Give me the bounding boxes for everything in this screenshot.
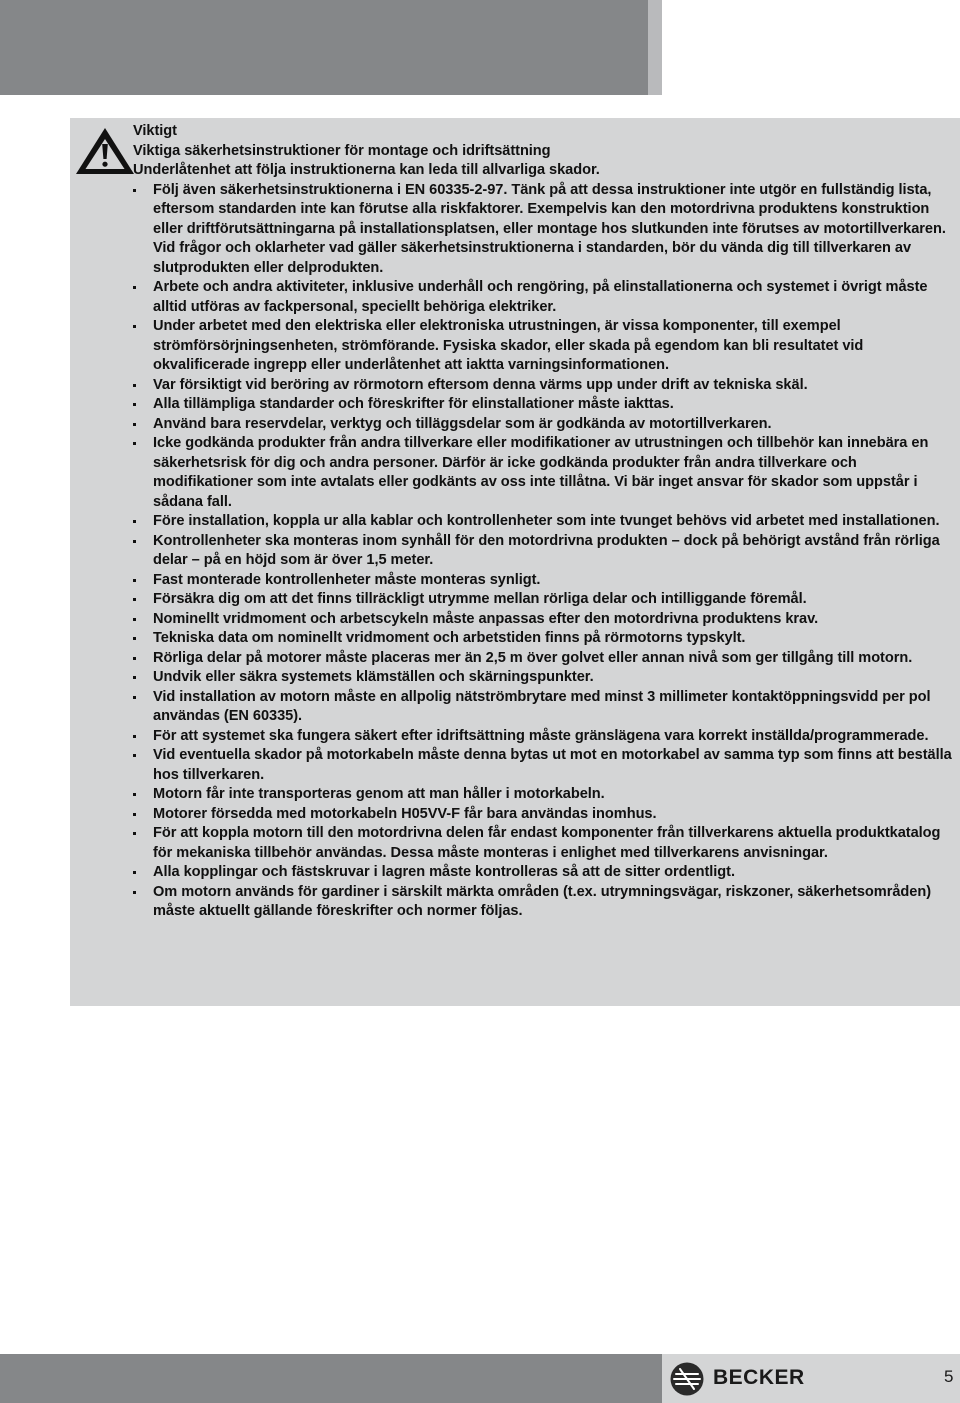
instruction-paragraph: Följ även säkerhetsinstruktionerna i EN 60335-2-97. Tänk på att dessa instruktioner inte utgör en fullständig lista, eftersom standarden inte kan förutse alla riskfaktorer. Exempelvis kan den motordrivna produktens konstruktion eller driftförutsättningarna på installationsplatsen, eller montage hos slutkunden inte förutses av motortillverkaren. xyxy=(153,181,946,237)
becker-logo-icon xyxy=(670,1362,704,1396)
instruction-paragraph: Rörliga delar på motorer måste placeras mer än 2,5 m över golvet eller annan nivå som ger tillgång till motorn. xyxy=(153,649,913,666)
safety-instruction-item xyxy=(133,746,957,785)
instruction-paragraph: Om motorn används för gardiner i särskilt märkta områden (t.ex. utrymningsvägar, riskzoner, säkerhetsområden) måste aktuellt gällande föreskrifter och normer följas. xyxy=(153,883,932,919)
safety-instruction-item xyxy=(133,883,957,922)
safety-instruction-item xyxy=(133,376,957,396)
instruction-paragraph: Motorer försedda med motorkabeln H05VV-F får bara användas inomhus. xyxy=(153,805,657,822)
safety-instruction-item xyxy=(133,415,957,435)
becker-logo-text: BECKER xyxy=(713,1366,805,1389)
instruction-paragraph: Kontrollenheter ska monteras inom synhåll för den motordrivna produkten – dock på behörigt avstånd från rörliga delar – på en höjd som är över 1,5 meter. xyxy=(153,532,940,568)
safety-instruction-item xyxy=(133,785,957,805)
instruction-paragraph: För att koppla motorn till den motordrivna delen får endast komponenter från tillverkarens aktuella produktkatalog för mekaniska tillbehör användas. Dessa måste monteras i enlighet med tillverkarens anvisningar. xyxy=(153,825,941,861)
instruction-paragraph: Undvik eller säkra systemets klämställen och skärningspunkter. xyxy=(153,669,594,685)
instruction-paragraph: Vid eventuella skador på motorkabeln måste denna bytas ut mot en motorkabel av samma typ som finns att beställa hos tillverkaren. xyxy=(153,747,952,783)
safety-instruction-item xyxy=(133,512,957,532)
instruction-paragraph: Under arbetet med den elektriska eller elektroniska utrustningen, är vissa komponenter, till exempel strömförsörjningsenheten, strömförande. Fysiska skador, eller skada på egendom kan bli resultatet vid okvalificerade ingrepp eller underlåtenhet att iaktta varningsinformationen. xyxy=(153,318,864,373)
instruction-paragraph: Vid frågor och oklarheter vad gäller säkerhetsinstruktionerna i standarden, bör du vända dig till tillverkaren av slutprodukten eller delprodukten. xyxy=(153,240,912,276)
footer-band-light xyxy=(662,1354,960,1403)
instruction-paragraph: Icke godkända produkter från andra tillverkare eller modifikationer av utrustningen och tillbehör kan innebära en säkerhetsrisk för dig och andra personer. Därför är icke godkända produkter från andra tillverkare och modifikationer som inte avtalats eller godkänts av oss inte tillåtna. Vi bär inget ansvar för skador som uppstår i sådana fall. xyxy=(153,435,929,510)
warning-triangle-icon xyxy=(73,125,137,177)
safety-instruction-item xyxy=(133,532,957,571)
safety-instruction-item xyxy=(133,434,957,512)
safety-instruction-item xyxy=(133,688,957,727)
warning-subtitle: Viktiga säkerhetsinstruktioner för montage och idriftsättning xyxy=(133,142,551,159)
safety-instruction-item xyxy=(133,727,957,747)
header-band-accent xyxy=(648,0,662,95)
instruction-paragraph: Arbete och andra aktiviteter, inklusive underhåll och rengöring, på elinstallationerna och systemet i övrigt måste alltid utföras av fackpersonal, speciellt behöriga elektriker. xyxy=(153,279,928,315)
instruction-paragraph: Motorn får inte transporteras genom att man håller i motorkabeln. xyxy=(153,786,605,802)
safety-instruction-item xyxy=(133,824,957,863)
safety-instruction-item xyxy=(133,590,957,610)
safety-instruction-item xyxy=(133,571,957,591)
warning-text xyxy=(133,122,957,922)
instruction-paragraph: Nominellt vridmoment och arbetscykeln måste anpassas efter den motordrivna produktens krav. xyxy=(153,610,819,627)
page-number: 5 xyxy=(944,1367,954,1386)
safety-instruction-item xyxy=(133,863,957,883)
safety-instruction-item xyxy=(133,610,957,630)
footer-band xyxy=(0,1354,662,1403)
instruction-paragraph: Var försiktigt vid beröring av rörmotorn eftersom denna värms upp under drift av tekniska skäl. xyxy=(153,376,808,393)
safety-instruction-item xyxy=(133,629,957,649)
instruction-paragraph: Före installation, koppla ur alla kablar och kontrollenheter som inte tvunget behövs vid arbetet med installationen. xyxy=(153,513,940,529)
safety-instruction-item xyxy=(133,278,957,317)
instruction-paragraph: Alla kopplingar och fästskruvar i lagren måste kontrolleras så att de sitter ordentligt. xyxy=(153,864,735,880)
safety-instruction-item xyxy=(133,805,957,825)
warning-title: Viktigt xyxy=(133,123,177,139)
instruction-paragraph: Försäkra dig om att det finns tillräckligt utrymme mellan rörliga delar och intilliggande föremål. xyxy=(153,591,807,607)
safety-instruction-item xyxy=(133,668,957,688)
safety-instruction-item xyxy=(133,649,957,669)
warning-intro: Underlåtenhet att följa instruktionerna kan leda till allvarliga skador. xyxy=(133,162,600,178)
safety-instruction-item xyxy=(133,181,957,279)
instruction-paragraph: Använd bara reservdelar, verktyg och tilläggsdelar som är godkända av motortillverkaren. xyxy=(153,415,772,432)
instruction-paragraph: Tekniska data om nominellt vridmoment och arbetstiden finns på rörmotorns typskylt. xyxy=(153,630,746,646)
safety-instruction-list xyxy=(133,181,957,922)
warning-panel xyxy=(70,118,960,1006)
instruction-paragraph: Vid installation av motorn måste en allpolig nätströmbrytare med minst 3 millimeter kontaktöppningsvidd per pol användas (EN 60335). xyxy=(153,688,931,724)
instruction-paragraph: Alla tillämpliga standarder och föreskrifter för elinstallationer måste iakttas. xyxy=(153,396,674,412)
header-band xyxy=(0,0,648,95)
safety-instruction-item xyxy=(133,395,957,415)
safety-instruction-item xyxy=(133,317,957,376)
instruction-paragraph: För att systemet ska fungera säkert efter idriftsättning måste gränslägena vara korrekt inställda/programmerade. xyxy=(153,727,929,744)
instruction-paragraph: Fast monterade kontrollenheter måste monteras synligt. xyxy=(153,571,541,588)
